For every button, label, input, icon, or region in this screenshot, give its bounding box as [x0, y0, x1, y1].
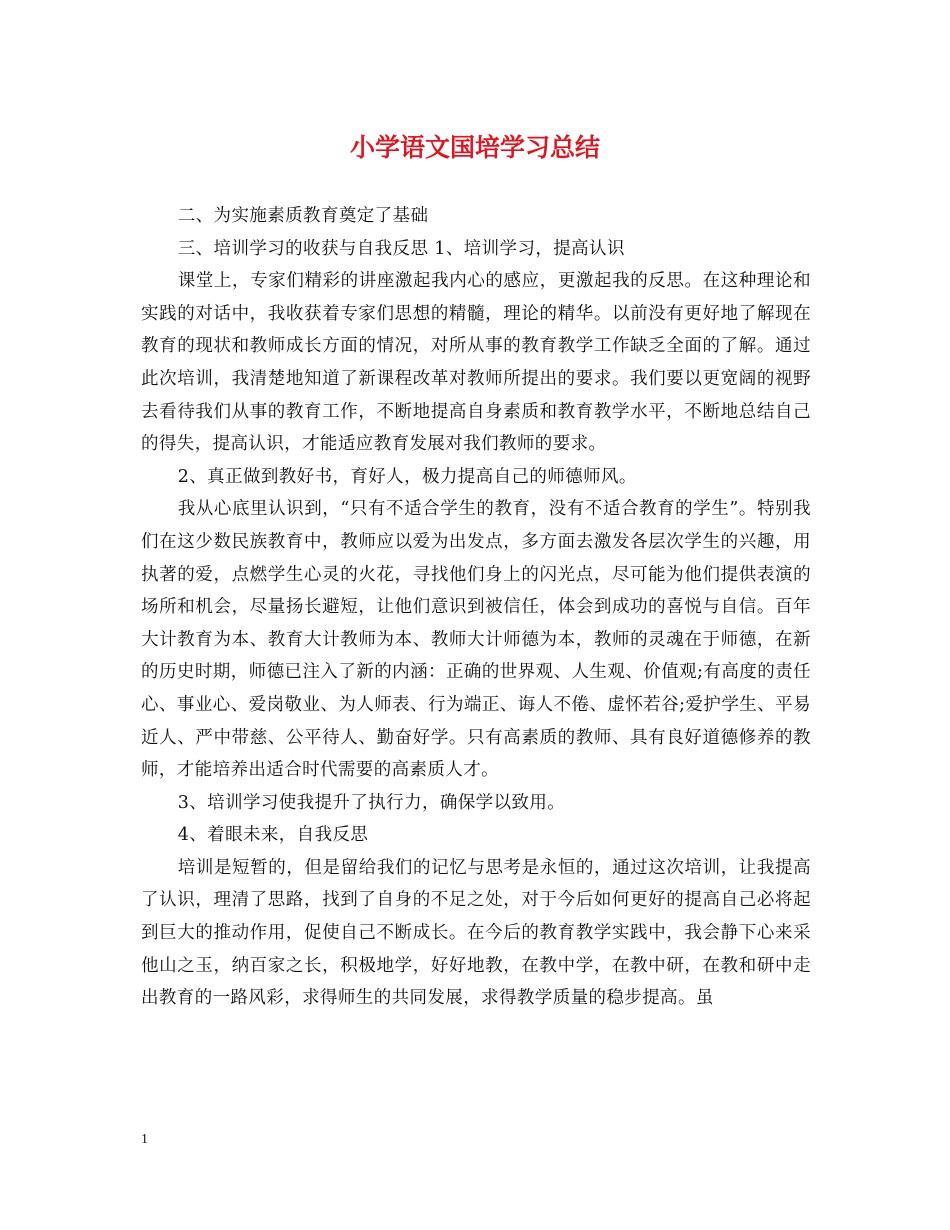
page-number: 1	[141, 1132, 148, 1147]
document-body	[141, 200, 811, 1015]
paragraph: 三、培训学习的收获与自我反思 1、培训学习，提高认识	[177, 238, 625, 259]
paragraph: 二、为实施素质教育奠定了基础	[177, 206, 429, 226]
paragraph: 课堂上，专家们精彩的讲座激起我内心的感应，更激起我的反思。在这种理论和实践的对话中，我收获着专家们思想的精髓，理论的精华。以前没有更好地了解现在教育的现状和教师成长方面的情况，对所从事的教育教学工作缺乏全面的了解。通过此次培训，我清楚地知道了新课程改革对教师所提出的要求。我们要以更宽阔的视野去看待我们从事的教育工作，不断地提高自身素质和教育教学水平，不断地总结自己的得失，提高认识，才能适应教育发展对我们教师的要求。	[141, 271, 811, 455]
paragraph: 培训是短暂的，但是留给我们的记忆与思考是永恒的，通过这次培训，让我提高了认识，理清了思路，找到了自身的不足之处，对于今后如何更好的提高自己必将起到巨大的推动作用，促使自己不断成长。在今后的教育教学实践中，我会静下心来采他山之玉，纳百家之长，积极地学，好好地教，在教中学，在教中研，在教和研中走出教育的一路风彩，求得师生的共同发展，求得教学质量的稳步提高。虽	[141, 857, 811, 1009]
paragraph: 我从心底里认识到，“只有不适合学生的教育，没有不适合教育的学生”。特别我们在这少数民族教育中，教师应以爱为出发点，多方面去激发各层次学生的兴趣，用执著的爱，点燃学生心灵的火花，寻找他们身上的闪光点，尽可能为他们提供表演的场所和机会，尽量扬长避短，让他们意识到被信任，体会到成功的喜悦与自信。百年大计教育为本、教育大计教师为本、教师大计师德为本，教师的灵魂在于师德，在新的历史时期，师德已注入了新的内涵：正确的世界观、人生观、价值观;有高度的责任心、事业心、爱岗敬业、为人师表、行为端正、诲人不倦、虚怀若谷;爱护学生、平易近人、严中带慈、公平待人、勤奋好学。只有高素质的教师、具有良好道德修养的教师，才能培养出适合时代需要的高素质人才。	[141, 499, 811, 781]
paragraph: 3、培训学习使我提升了执行力，确保学以致用。	[177, 792, 566, 813]
paragraph: 2、真正做到教好书，育好人，极力提高自己的师德师风。	[177, 466, 637, 487]
document-title: 小学语文国培学习总结	[349, 133, 600, 162]
paragraph: 4、着眼未来，自我反思	[177, 825, 369, 846]
